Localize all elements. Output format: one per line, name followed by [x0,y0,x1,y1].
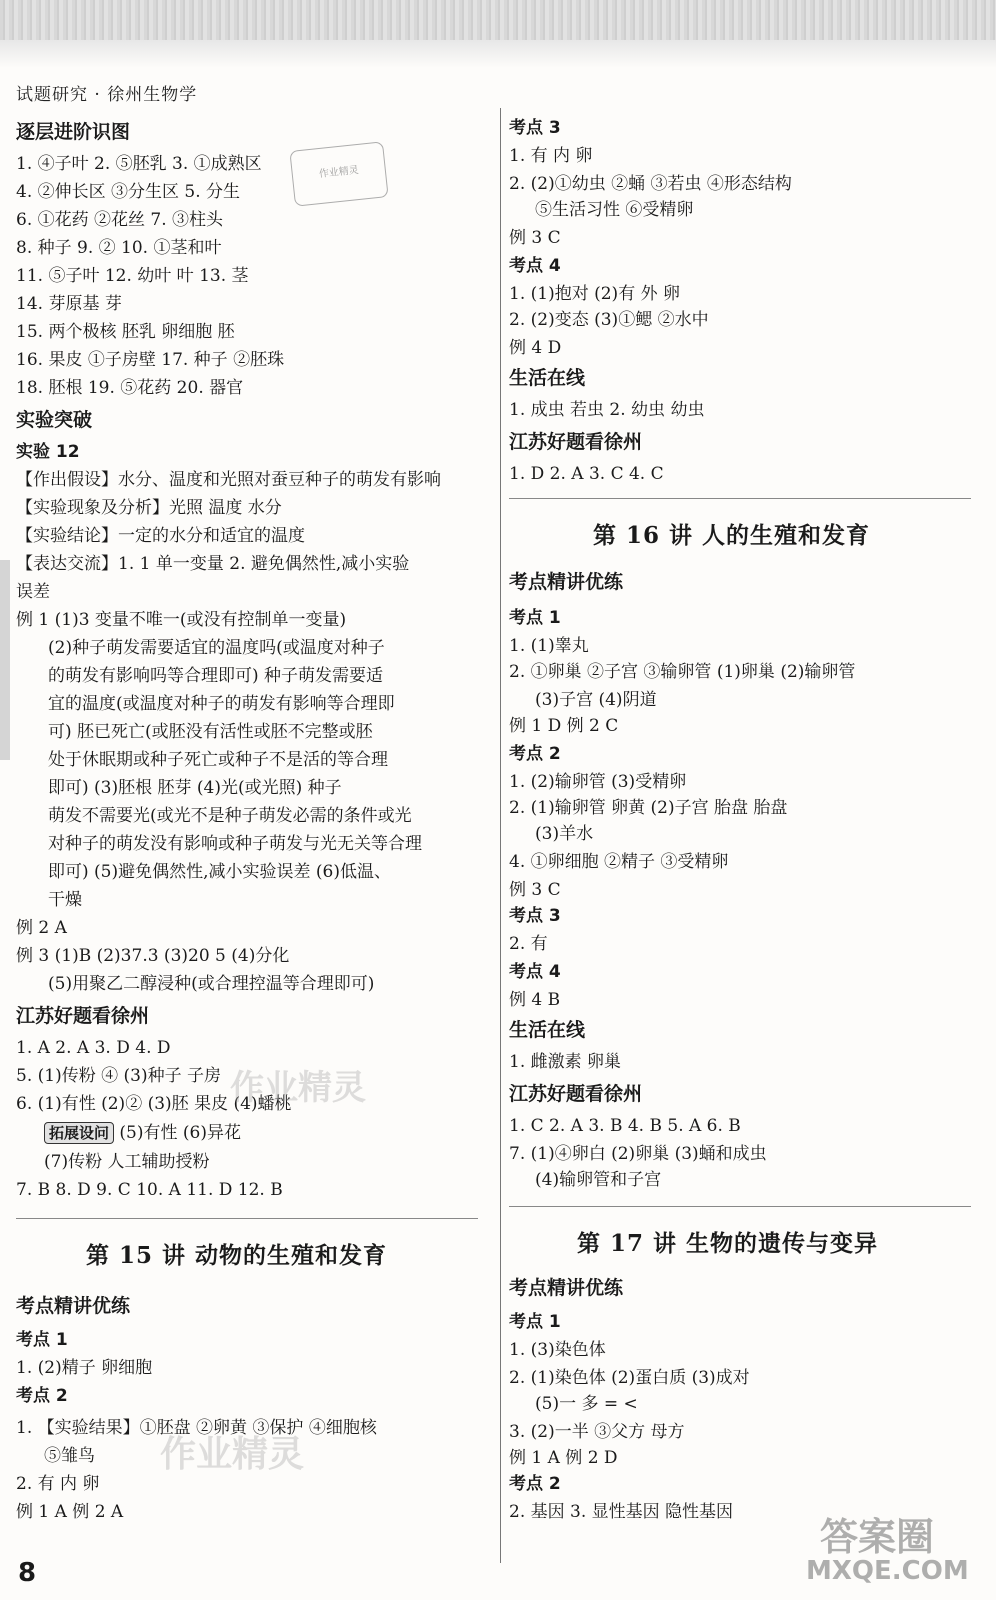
stamp-mark [289,141,388,207]
example-line: 即可) (5)避免偶然性,减小实验误差 (6)低温、 [48,862,392,882]
section-rule [509,498,971,499]
answer-line: (4)输卵管和子宫 [535,1170,662,1190]
running-header: 试题研究 · 徐州生物学 [16,85,198,105]
section-heading: 考点精讲优练 [509,1277,624,1299]
watermark-logo: 答案圈 [820,1515,935,1559]
answer-line: 2. ①卵巢 ②子宫 ③输卵管 (1)卵巢 (2)输卵管 [509,662,856,682]
answer-line: 1. D 2. A 3. C 4. C [509,464,664,484]
topic-label: 考点 3 [509,118,561,138]
experiment-label: 实验 12 [16,442,80,462]
answer-line: 4. ②伸长区 ③分生区 5. 分生 [16,182,241,202]
answer-text: (5)有性 (6)异花 [119,1123,241,1143]
topic-label: 考点 2 [509,744,561,764]
topic-label: 考点 4 [509,256,561,276]
section-heading: 考点精讲优练 [16,1295,131,1317]
answer-line: 11. ⑤子叶 12. 幼叶 叶 13. 茎 [16,266,249,286]
topic-label: 考点 2 [509,1474,561,1494]
answer-line: 3. (2)一半 ③父方 母方 [509,1422,685,1442]
example-line: 例 4 D [509,338,562,358]
answer-line: 1. (3)染色体 [509,1340,606,1360]
stamp-text: 作业精灵 [318,164,360,181]
section-rule [509,1206,971,1207]
answer-line: 8. 种子 9. ② 10. ①茎和叶 [16,238,222,258]
example-line: 对种子的萌发没有影响或种子萌发与光无关等合理 [48,834,422,854]
topic-label: 考点 2 [16,1386,68,1406]
example-line: 例 3 C [509,228,561,248]
answer-line: 7. (1)④卵白 (2)卵巢 (3)蛹和成虫 [509,1144,767,1164]
example-line: 干燥 [48,890,82,910]
answer-line: 1. 【实验结果】①胚盘 ②卵黄 ③保护 ④细胞核 [16,1418,377,1438]
answer-line: (7)传粉 人工辅助授粉 [44,1152,210,1172]
answer-line: (3)子宫 (4)阴道 [535,690,657,710]
example-line: 例 3 (1)B (2)37.3 (3)20 5 (4)分化 [16,946,290,966]
answer-line: 【实验现象及分析】光照 温度 水分 [16,498,282,518]
example-line: 例 4 B [509,990,561,1010]
answer-line: 2. (1)染色体 (2)蛋白质 (3)成对 [509,1368,750,1388]
left-column [16,0,486,1600]
lecture-title: 第 16 讲 人的生殖和发育 [593,522,871,549]
answer-line: 1. ④子叶 2. ⑤胚乳 3. ①成熟区 [16,154,262,174]
answer-line: 【作出假设】水分、温度和光照对蚕豆种子的萌发有影响 [16,470,441,490]
answer-line: (3)羊水 [535,824,594,844]
answer-line: 15. 两个极核 胚乳 卵细胞 胚 [16,322,235,342]
answer-line: 6. (1)有性 (2)② (3)胚 果皮 (4)蟠桃 [16,1094,292,1114]
answer-line: ⑤生活习性 ⑥受精卵 [535,200,694,220]
section-heading: 考点精讲优练 [509,571,624,593]
answer-line: 1. 成虫 若虫 2. 幼虫 幼虫 [509,400,705,420]
example-line: 例 3 C [509,880,561,900]
example-line: (5)用聚乙二醇浸种(或合理控温等合理即可) [48,974,375,994]
section-rule [16,1218,478,1219]
page-number: 8 [18,1558,37,1588]
example-line: 例 1 A 例 2 A [16,1502,124,1522]
topic-label: 考点 3 [509,906,561,926]
example-line: 例 2 A [16,918,67,938]
answer-line: 6. ①花药 ②花丝 7. ③柱头 [16,210,224,230]
answer-line: 2. (2)①幼虫 ②蛹 ③若虫 ④形态结构 [509,174,792,194]
answer-line: 1. (1)睾丸 [509,636,589,656]
column-divider [500,108,501,1563]
scan-left-edge [0,560,10,760]
example-line: 例 1 D 例 2 C [509,716,619,736]
watermark-url: MXQE.COM [806,1556,969,1586]
answer-line: 【表达交流】1. 1 单一变量 2. 避免偶然性,减小实验 [16,554,410,574]
answer-line: 2. 有 内 卵 [16,1474,100,1494]
example-line: 即可) (3)胚根 胚芽 (4)光(或光照) 种子 [48,778,342,798]
answer-line: 1. 雌激素 卵巢 [509,1052,622,1072]
answer-line: 2. (2)变态 (3)①鳃 ②水中 [509,310,709,330]
answer-line: 误差 [16,582,50,602]
answer-line: (5)一 多 = < [535,1394,638,1414]
topic-label: 考点 1 [16,1330,68,1350]
answer-line: 2. 有 [509,934,548,954]
topic-label: 考点 4 [509,962,561,982]
answer-line: 1. 有 内 卵 [509,146,593,166]
section-heading: 江苏好题看徐州 [509,1083,643,1105]
topic-label: 考点 1 [509,608,561,628]
answer-line: 2. (1)输卵管 卵黄 (2)子宫 胎盘 胎盘 [509,798,788,818]
answer-line: 18. 胚根 19. ⑤花药 20. 器官 [16,378,244,398]
example-line: 的萌发有影响吗等合理即可) 种子萌发需要适 [48,666,384,686]
section-heading: 逐层进阶识图 [16,121,131,143]
lecture-title: 第 15 讲 动物的生殖和发育 [86,1242,388,1269]
example-line: 宜的温度(或温度对种子的萌发有影响等合理即 [48,694,395,714]
topic-label: 考点 1 [509,1312,561,1332]
answer-line: 5. (1)传粉 ④ (3)种子 子房 [16,1066,221,1086]
answer-line: 1. (2)输卵管 (3)受精卵 [509,772,687,792]
example-line: 萌发不需要光(或光不是种子萌发必需的条件或光 [48,806,412,826]
answer-line [44,1122,241,1144]
example-line: 处于休眠期或种子死亡或种子不是活的等合理 [48,750,388,770]
section-heading: 生活在线 [509,367,586,389]
example-line: (2)种子萌发需要适宜的温度吗(或温度对种子 [48,638,385,658]
answer-line: 1. (2)精子 卵细胞 [16,1358,153,1378]
answer-line: 1. C 2. A 3. B 4. B 5. A 6. B [509,1116,741,1136]
lecture-title: 第 17 讲 生物的遗传与变异 [577,1230,879,1257]
right-column [509,0,989,1600]
section-heading: 江苏好题看徐州 [509,431,643,453]
extension-badge: 拓展设问 [44,1122,114,1144]
answer-line: 【实验结论】一定的水分和适宜的温度 [16,526,305,546]
section-heading: 生活在线 [509,1019,586,1041]
example-line: 例 1 A 例 2 D [509,1448,618,1468]
example-line: 例 1 (1)3 变量不唯一(或没有控制单一变量) [16,610,347,630]
section-heading: 实验突破 [16,409,93,431]
watermark-text: 作业精灵 [160,1434,305,1475]
answer-line: 7. B 8. D 9. C 10. A 11. D 12. B [16,1180,283,1200]
answer-line: 1. A 2. A 3. D 4. D [16,1038,171,1058]
answer-line: 4. ①卵细胞 ②精子 ③受精卵 [509,852,729,872]
example-line: 可) 胚已死亡(或胚没有活性或胚不完整或胚 [48,722,373,742]
answer-line: 2. 基因 3. 显性基因 隐性基因 [509,1502,734,1522]
watermark-text: 作业精灵 [230,1068,366,1108]
answer-line: ⑤雏鸟 [44,1446,95,1466]
section-heading: 江苏好题看徐州 [16,1005,150,1027]
answer-line: 14. 芽原基 芽 [16,294,122,314]
answer-line: 1. (1)抱对 (2)有 外 卵 [509,284,680,304]
answer-line: 16. 果皮 ①子房壁 17. 种子 ②胚珠 [16,350,285,370]
